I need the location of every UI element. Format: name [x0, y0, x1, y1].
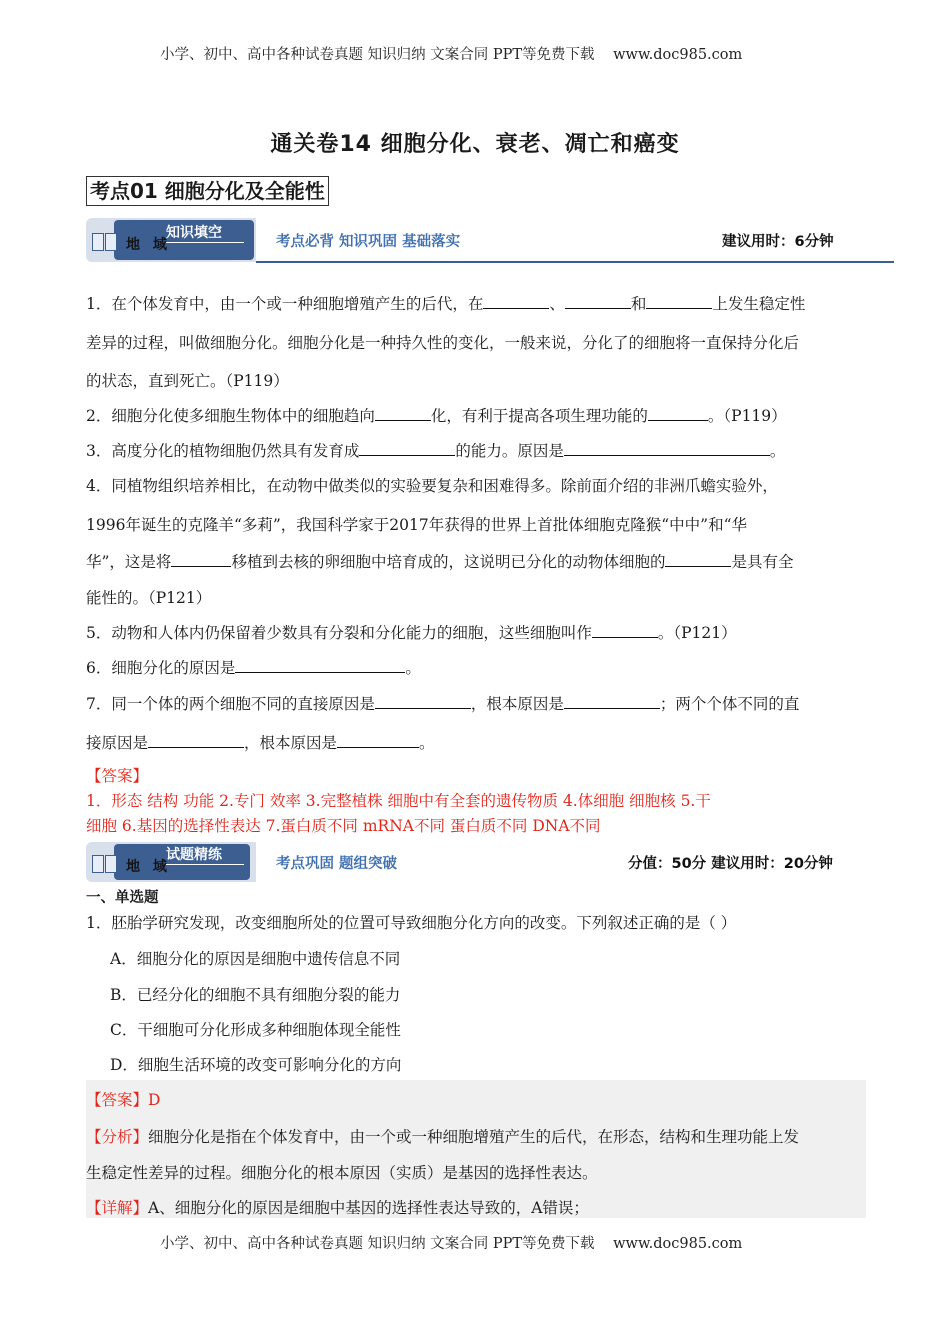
- mcq-analysis-line1: 【分析】细胞分化是指在个体发育中，由一个或一种细胞增殖产生的后代，在形态，结构和生理功能上发: [86, 1128, 800, 1146]
- fill-q6: 6．细胞分化的原因是 。: [86, 659, 421, 677]
- header-text: 小学、初中、高中各种试卷真题 知识归纳 文案合同 PPT等免费下载: [160, 47, 595, 63]
- blank[interactable]: [665, 552, 731, 567]
- page-footer: [160, 1232, 742, 1253]
- mcq-stem: 1．胚胎学研究发现，改变细胞所处的位置可导致细胞分化方向的改变。下列叙述正确的是（ ）: [86, 914, 737, 932]
- blank[interactable]: [564, 441, 770, 456]
- blank[interactable]: [148, 733, 244, 748]
- mcq-option-a[interactable]: A．细胞分化的原因是细胞中遗传信息不同: [110, 950, 401, 968]
- blank[interactable]: [375, 694, 471, 709]
- section-heading: 考点01 细胞分化及全能性: [86, 176, 329, 206]
- blank[interactable]: [648, 406, 708, 421]
- footer-text: 小学、初中、高中各种试卷真题 知识归纳 文案合同 PPT等免费下载: [160, 1236, 595, 1252]
- banner-subtitle: 考点巩固 题组突破: [276, 856, 398, 872]
- blank[interactable]: [646, 294, 712, 309]
- blank[interactable]: [483, 294, 549, 309]
- fill-q7-line1: 7．同一个体的两个细胞不同的直接原因是 ，根本原因是 ；两个个体不同的直: [86, 695, 800, 713]
- banner-tab-underline: [166, 242, 244, 243]
- blank[interactable]: [235, 658, 405, 673]
- banner-time: 建议用时：6分钟: [722, 234, 834, 250]
- fill-q1-line3: 的状态，直到死亡。（P119）: [86, 372, 289, 390]
- blank[interactable]: [592, 623, 658, 638]
- mcq-answer: 【答案】D: [86, 1091, 161, 1109]
- book-icon: [92, 855, 120, 875]
- blank[interactable]: [564, 694, 660, 709]
- banner-knowledge-fill: [86, 218, 894, 262]
- fill-q4-line1: 4．同植物组织培养相比，在动物中做类似的实验要复杂和困难得多。除前面介绍的非洲爪蟾实验外，: [86, 477, 778, 495]
- fill-q3: 3．高度分化的植物细胞仍然具有发育成 的能力。原因是 。: [86, 442, 786, 460]
- header-url[interactable]: www.doc985.com: [613, 47, 743, 63]
- footer-url[interactable]: www.doc985.com: [613, 1236, 743, 1252]
- banner-score-time: 分值：50分 建议用时：20分钟: [628, 856, 833, 872]
- fill-q4-line4: 能性的。（P121）: [86, 589, 212, 607]
- fill-q1-line1: 1．在个体发育中，由一个或一种细胞增殖产生的后代，在 、 和 上发生稳定性: [86, 295, 806, 313]
- fill-q4-line2: 1996年诞生的克隆羊“多莉”，我国科学家于2017年获得的世界上首批体细胞克隆猴“中中”和“华: [86, 516, 748, 534]
- banner-practice: [86, 842, 866, 882]
- answer-line2: 细胞 6.基因的选择性表达 7.蛋白质不同 mRNA不同 蛋白质不同 DNA不同: [86, 817, 601, 835]
- page-header: [160, 43, 742, 64]
- fill-q2: 2．细胞分化使多细胞生物体中的细胞趋向 化，有利于提高各项生理功能的 。（P119）: [86, 407, 787, 425]
- page-title: 通关卷14 细胞分化、衰老、凋亡和癌变: [270, 132, 680, 157]
- fill-q7-line2: 接原因是 ，根本原因是 。: [86, 734, 435, 752]
- section-single-choice: 一、单选题: [86, 890, 159, 906]
- mcq-detail-line1: 【详解】A、细胞分化的原因是细胞中基因的选择性表达导致的，A错误；: [86, 1199, 589, 1217]
- blank[interactable]: [565, 294, 631, 309]
- answer-line1: 1．形态 结构 功能 2.专门 效率 3.完整植株 细胞中有全套的遗传物质 4.体细胞 细胞核 5.干: [86, 792, 711, 810]
- banner-tab-label: 知识填空: [166, 225, 222, 241]
- fill-q1-line2: 差异的过程，叫做细胞分化。细胞分化是一种持久性的变化，一般来说，分化了的细胞将一直保持分化后: [86, 334, 800, 352]
- blank[interactable]: [337, 733, 419, 748]
- blank[interactable]: [375, 406, 431, 421]
- fill-q4-line3: 华”，这是将 移植到去核的卵细胞中培育成的，这说明已分化的动物体细胞的 是具有全: [86, 553, 794, 571]
- mcq-option-b[interactable]: B．已经分化的细胞不具有细胞分裂的能力: [110, 986, 401, 1004]
- banner-region-label: 地 域: [126, 237, 171, 253]
- book-icon: [92, 233, 120, 253]
- banner-subtitle: 考点必背 知识巩固 基础落实: [276, 234, 461, 250]
- blank[interactable]: [359, 441, 455, 456]
- mcq-option-c[interactable]: C．干细胞可分化形成多种细胞体现全能性: [110, 1021, 401, 1039]
- mcq-option-d[interactable]: D．细胞生活环境的改变可影响分化的方向: [110, 1056, 402, 1074]
- answer-label: 【答案】: [86, 767, 149, 785]
- mcq-analysis-line2: 生稳定性差异的过程。细胞分化的根本原因（实质）是基因的选择性表达。: [86, 1164, 598, 1182]
- banner-rule: [256, 261, 894, 263]
- banner-tab-label: 试题精练: [166, 847, 222, 863]
- fill-q5: 5．动物和人体内仍保留着少数具有分裂和分化能力的细胞，这些细胞叫作 。（P121）: [86, 624, 737, 642]
- banner-tab-underline: [166, 864, 244, 865]
- blank[interactable]: [171, 552, 231, 567]
- banner-region-label: 地 域: [126, 859, 171, 875]
